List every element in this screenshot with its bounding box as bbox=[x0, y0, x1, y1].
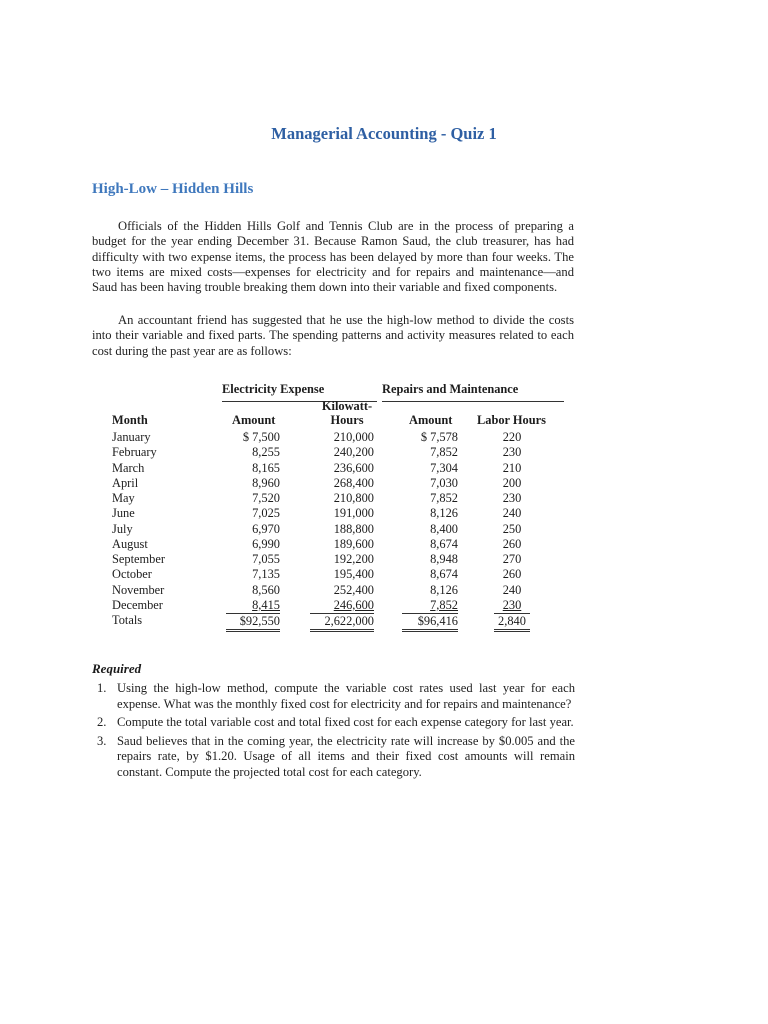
list-item bbox=[97, 681, 575, 712]
table-cell: 8,560 bbox=[252, 582, 280, 597]
table-cell: 8,165 bbox=[252, 460, 280, 475]
table-cell: August bbox=[112, 536, 148, 551]
month-column bbox=[112, 430, 212, 628]
rep-amount-total: $96,416 bbox=[402, 613, 458, 632]
table-cell: 210 bbox=[502, 460, 522, 475]
table-cell: 8,674 bbox=[430, 536, 458, 551]
table-cell: June bbox=[112, 506, 135, 521]
table-cell: 7,030 bbox=[430, 475, 458, 490]
table-cell: 250 bbox=[502, 521, 522, 536]
rep-amount-column-header: Amount bbox=[409, 413, 453, 427]
table-cell: $ 7,578 bbox=[420, 430, 458, 444]
kwh-column bbox=[310, 430, 374, 632]
table-cell: 6,990 bbox=[252, 536, 280, 551]
totals-label: Totals bbox=[112, 613, 143, 627]
table-cell: 7,055 bbox=[252, 552, 280, 566]
table-cell: November bbox=[112, 582, 165, 597]
table-cell: 7,852 bbox=[430, 597, 458, 612]
table-cell: 220 bbox=[502, 430, 522, 444]
table-cell: 200 bbox=[502, 475, 522, 490]
table-cell: September bbox=[112, 552, 165, 566]
repairs-header-rule bbox=[382, 401, 564, 402]
list-item bbox=[97, 734, 575, 781]
table-cell: 8,948 bbox=[430, 552, 458, 566]
table-cell: 240 bbox=[502, 506, 522, 521]
table-cell: May bbox=[112, 491, 135, 505]
table-cell: 240,200 bbox=[333, 445, 374, 460]
table-cell: April bbox=[112, 475, 139, 490]
labor-hours-column-header: Labor Hours bbox=[477, 413, 546, 427]
list-item bbox=[97, 715, 575, 731]
table-cell: 230 bbox=[502, 597, 522, 612]
table-cell: 8,255 bbox=[252, 445, 280, 460]
table-cell: 192,200 bbox=[333, 552, 374, 566]
item-number: 2. bbox=[97, 715, 107, 729]
item-text: Saud believes that in the coming year, the electricity rate will increase by $0.005 and the repairs rate, by $1.20. Usage of all items and their fixed cost amounts will remain constant. Compute the projected total cost for each category. bbox=[117, 733, 575, 779]
table-cell: 8,400 bbox=[430, 521, 458, 536]
table-cell: 191,000 bbox=[333, 506, 374, 521]
section-heading: High-Low – Hidden Hills bbox=[92, 181, 254, 197]
table-cell: 210,800 bbox=[333, 491, 374, 505]
table-cell: February bbox=[112, 445, 157, 460]
table-cell: 236,600 bbox=[333, 460, 374, 475]
table-cell: $ 7,500 bbox=[242, 430, 280, 444]
table-cell: 7,135 bbox=[252, 567, 280, 582]
table-cell: 260 bbox=[502, 536, 522, 551]
elec-amount-column-header: Amount bbox=[232, 413, 276, 427]
electricity-group-header: Electricity Expense bbox=[222, 382, 325, 396]
table-cell: 270 bbox=[502, 552, 522, 566]
table-cell: 7,852 bbox=[430, 445, 458, 460]
table-cell: 240 bbox=[502, 582, 522, 597]
elec-amount-column bbox=[226, 430, 280, 632]
item-number: 1. bbox=[97, 681, 107, 695]
table-cell: December bbox=[112, 597, 163, 612]
table-cell: 8,415 bbox=[252, 597, 280, 612]
table-cell: 260 bbox=[502, 567, 522, 582]
month-column-header: Month bbox=[112, 413, 148, 427]
intro-paragraph: Officials of the Hidden Hills Golf and Tennis Club are in the process of preparing a budget for the year ending December 31. Because Ramon Saud, the club treasurer, has had difficulty with two expense items, the process has been delayed by more than four weeks. The two items are mixed costs—expenses for electricity and for repairs and maintenance—and Saud has been having trouble breaking them down into their variable and fixed components. bbox=[92, 219, 574, 295]
table-cell: 8,960 bbox=[252, 475, 280, 490]
item-text: Compute the total variable cost and total fixed cost for each expense category for last year. bbox=[117, 715, 574, 729]
kwh-column-header-line1: Kilowatt- bbox=[321, 399, 373, 413]
table-cell: 7,304 bbox=[430, 460, 458, 475]
table-cell: 230 bbox=[502, 491, 522, 505]
labor-hours-column bbox=[494, 430, 530, 632]
kwh-total: 2,622,000 bbox=[310, 613, 374, 632]
item-text: Using the high-low method, compute the variable cost rates used last year for each expense. What was the monthly fixed cost for electricity and for repairs and maintenance? bbox=[117, 681, 575, 711]
table-cell: July bbox=[112, 521, 133, 536]
table-cell: 246,600 bbox=[333, 597, 374, 612]
repairs-group-header: Repairs and Maintenance bbox=[382, 382, 519, 396]
elec-amount-total: $92,550 bbox=[226, 613, 280, 632]
method-paragraph: An accountant friend has suggested that he use the high-low method to divide the costs into their variable and fixed parts. The spending patterns and activity measures related to each cost during the past year are as follows: bbox=[92, 313, 574, 358]
required-list bbox=[97, 681, 575, 783]
labor-hours-total: 2,840 bbox=[494, 613, 530, 632]
table-cell: October bbox=[112, 567, 152, 582]
kwh-column-header-line2: Hours bbox=[330, 413, 364, 427]
table-cell: 230 bbox=[502, 445, 522, 460]
rep-amount-column bbox=[402, 430, 458, 632]
table-cell: March bbox=[112, 460, 145, 475]
table-cell: 8,126 bbox=[430, 506, 458, 521]
table-cell: 195,400 bbox=[333, 567, 374, 582]
table-cell: 188,800 bbox=[333, 521, 374, 536]
table-cell: January bbox=[112, 430, 151, 444]
table-cell: 7,520 bbox=[252, 491, 280, 505]
table-cell: 7,852 bbox=[430, 491, 458, 505]
page-title: Managerial Accounting - Quiz 1 bbox=[271, 124, 497, 143]
required-heading: Required bbox=[92, 661, 142, 676]
table-cell: 7,025 bbox=[252, 506, 280, 521]
table-cell: 210,000 bbox=[333, 430, 374, 444]
table-cell: 6,970 bbox=[252, 521, 280, 536]
table-cell: 252,400 bbox=[333, 582, 374, 597]
table-cell: 8,126 bbox=[430, 582, 458, 597]
table-cell: 189,600 bbox=[333, 536, 374, 551]
item-number: 3. bbox=[97, 733, 107, 748]
table-cell: 268,400 bbox=[333, 475, 374, 490]
table-cell: 8,674 bbox=[430, 567, 458, 582]
